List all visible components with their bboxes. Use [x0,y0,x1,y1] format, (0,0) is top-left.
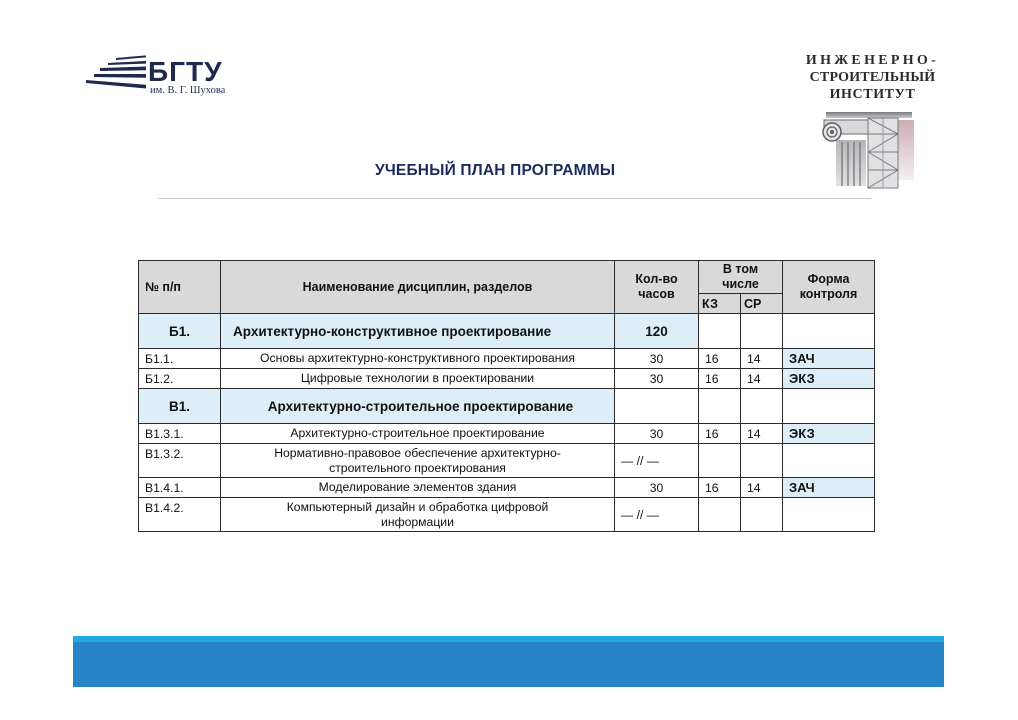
row-form [783,498,875,532]
row-sr: 14 [741,424,783,444]
row-kz [699,444,741,478]
bgtu-logo-name: БГТУ [148,56,223,87]
bgtu-logo [86,52,256,98]
header-num: № п/п [139,261,221,314]
table-row [139,424,875,444]
row-kz: 16 [699,478,741,498]
row-sr [741,314,783,349]
row-sr [741,389,783,424]
header-form: Форма контроля [783,261,875,314]
row-hours: 120 [615,314,699,349]
row-form: ЗАЧ [783,478,875,498]
row-name: Цифровые технологии в проектировании [221,369,615,389]
row-name: Моделирование элементов здания [221,478,615,498]
row-code: В1.4.1. [139,478,221,498]
row-sr [741,498,783,532]
column-capital-icon [820,110,920,192]
row-code: Б1. [139,314,221,349]
institute-logo [805,52,940,194]
row-sr [741,444,783,478]
table-row [139,349,875,369]
table-row-section [139,389,875,424]
row-kz [699,389,741,424]
row-sr: 14 [741,349,783,369]
row-hours: 30 [615,349,699,369]
bgtu-stripes-icon [86,52,146,96]
row-form [783,314,875,349]
row-hours: — // — [615,498,699,532]
table-row [139,369,875,389]
table-row [139,444,875,478]
institute-logo-line-2: СТРОИТЕЛЬНЫЙ [809,70,936,85]
row-form: ЭКЗ [783,369,875,389]
row-name: Нормативно-правовое обеспечение архитектурно-строительного проектирования [221,444,615,478]
footer-strip [73,636,944,642]
title-divider [158,198,871,199]
header-including: В том числе [699,261,783,294]
row-code: В1. [139,389,221,424]
row-code: Б1.1. [139,349,221,369]
row-sr: 14 [741,369,783,389]
header-name: Наименование дисциплин, разделов [221,261,615,314]
row-code: Б1.2. [139,369,221,389]
row-name: Компьютерный дизайн и обработка цифровой информации [221,498,615,532]
header-sr: СР [741,294,783,314]
row-name: Архитектурно-строительное проектирование [221,389,615,424]
row-form: ЭКЗ [783,424,875,444]
row-kz [699,498,741,532]
row-name: Основы архитектурно-конструктивного проектирования [221,349,615,369]
row-form: ЗАЧ [783,349,875,369]
row-form [783,444,875,478]
row-hours: 30 [615,369,699,389]
row-code: В1.4.2. [139,498,221,532]
row-sr: 14 [741,478,783,498]
row-form [783,389,875,424]
row-code: В1.3.2. [139,444,221,478]
row-hours [615,389,699,424]
curriculum-table [138,260,875,532]
page-title: УЧЕБНЫЙ ПЛАН ПРОГРАММЫ [375,162,616,179]
bgtu-logo-subtitle: им. В. Г. Шухова [150,85,226,96]
table-row [139,478,875,498]
footer-band [73,636,944,687]
row-kz: 16 [699,369,741,389]
institute-logo-line-3: ИНСТИТУТ [829,87,916,102]
row-kz: 16 [699,424,741,444]
row-kz: 16 [699,349,741,369]
header-hours: Кол-во часов [615,261,699,314]
row-kz [699,314,741,349]
header-kz: КЗ [699,294,741,314]
row-hours: 30 [615,478,699,498]
table-row [139,498,875,532]
row-name: Архитектурно-строительное проектирование [221,424,615,444]
institute-logo-line-1: ИНЖЕНЕРНО- [805,53,940,68]
row-hours: 30 [615,424,699,444]
row-code: В1.3.1. [139,424,221,444]
row-hours: — // — [615,444,699,478]
row-name: Архитектурно-конструктивное проектирование [221,314,615,349]
table-row-section [139,314,875,349]
